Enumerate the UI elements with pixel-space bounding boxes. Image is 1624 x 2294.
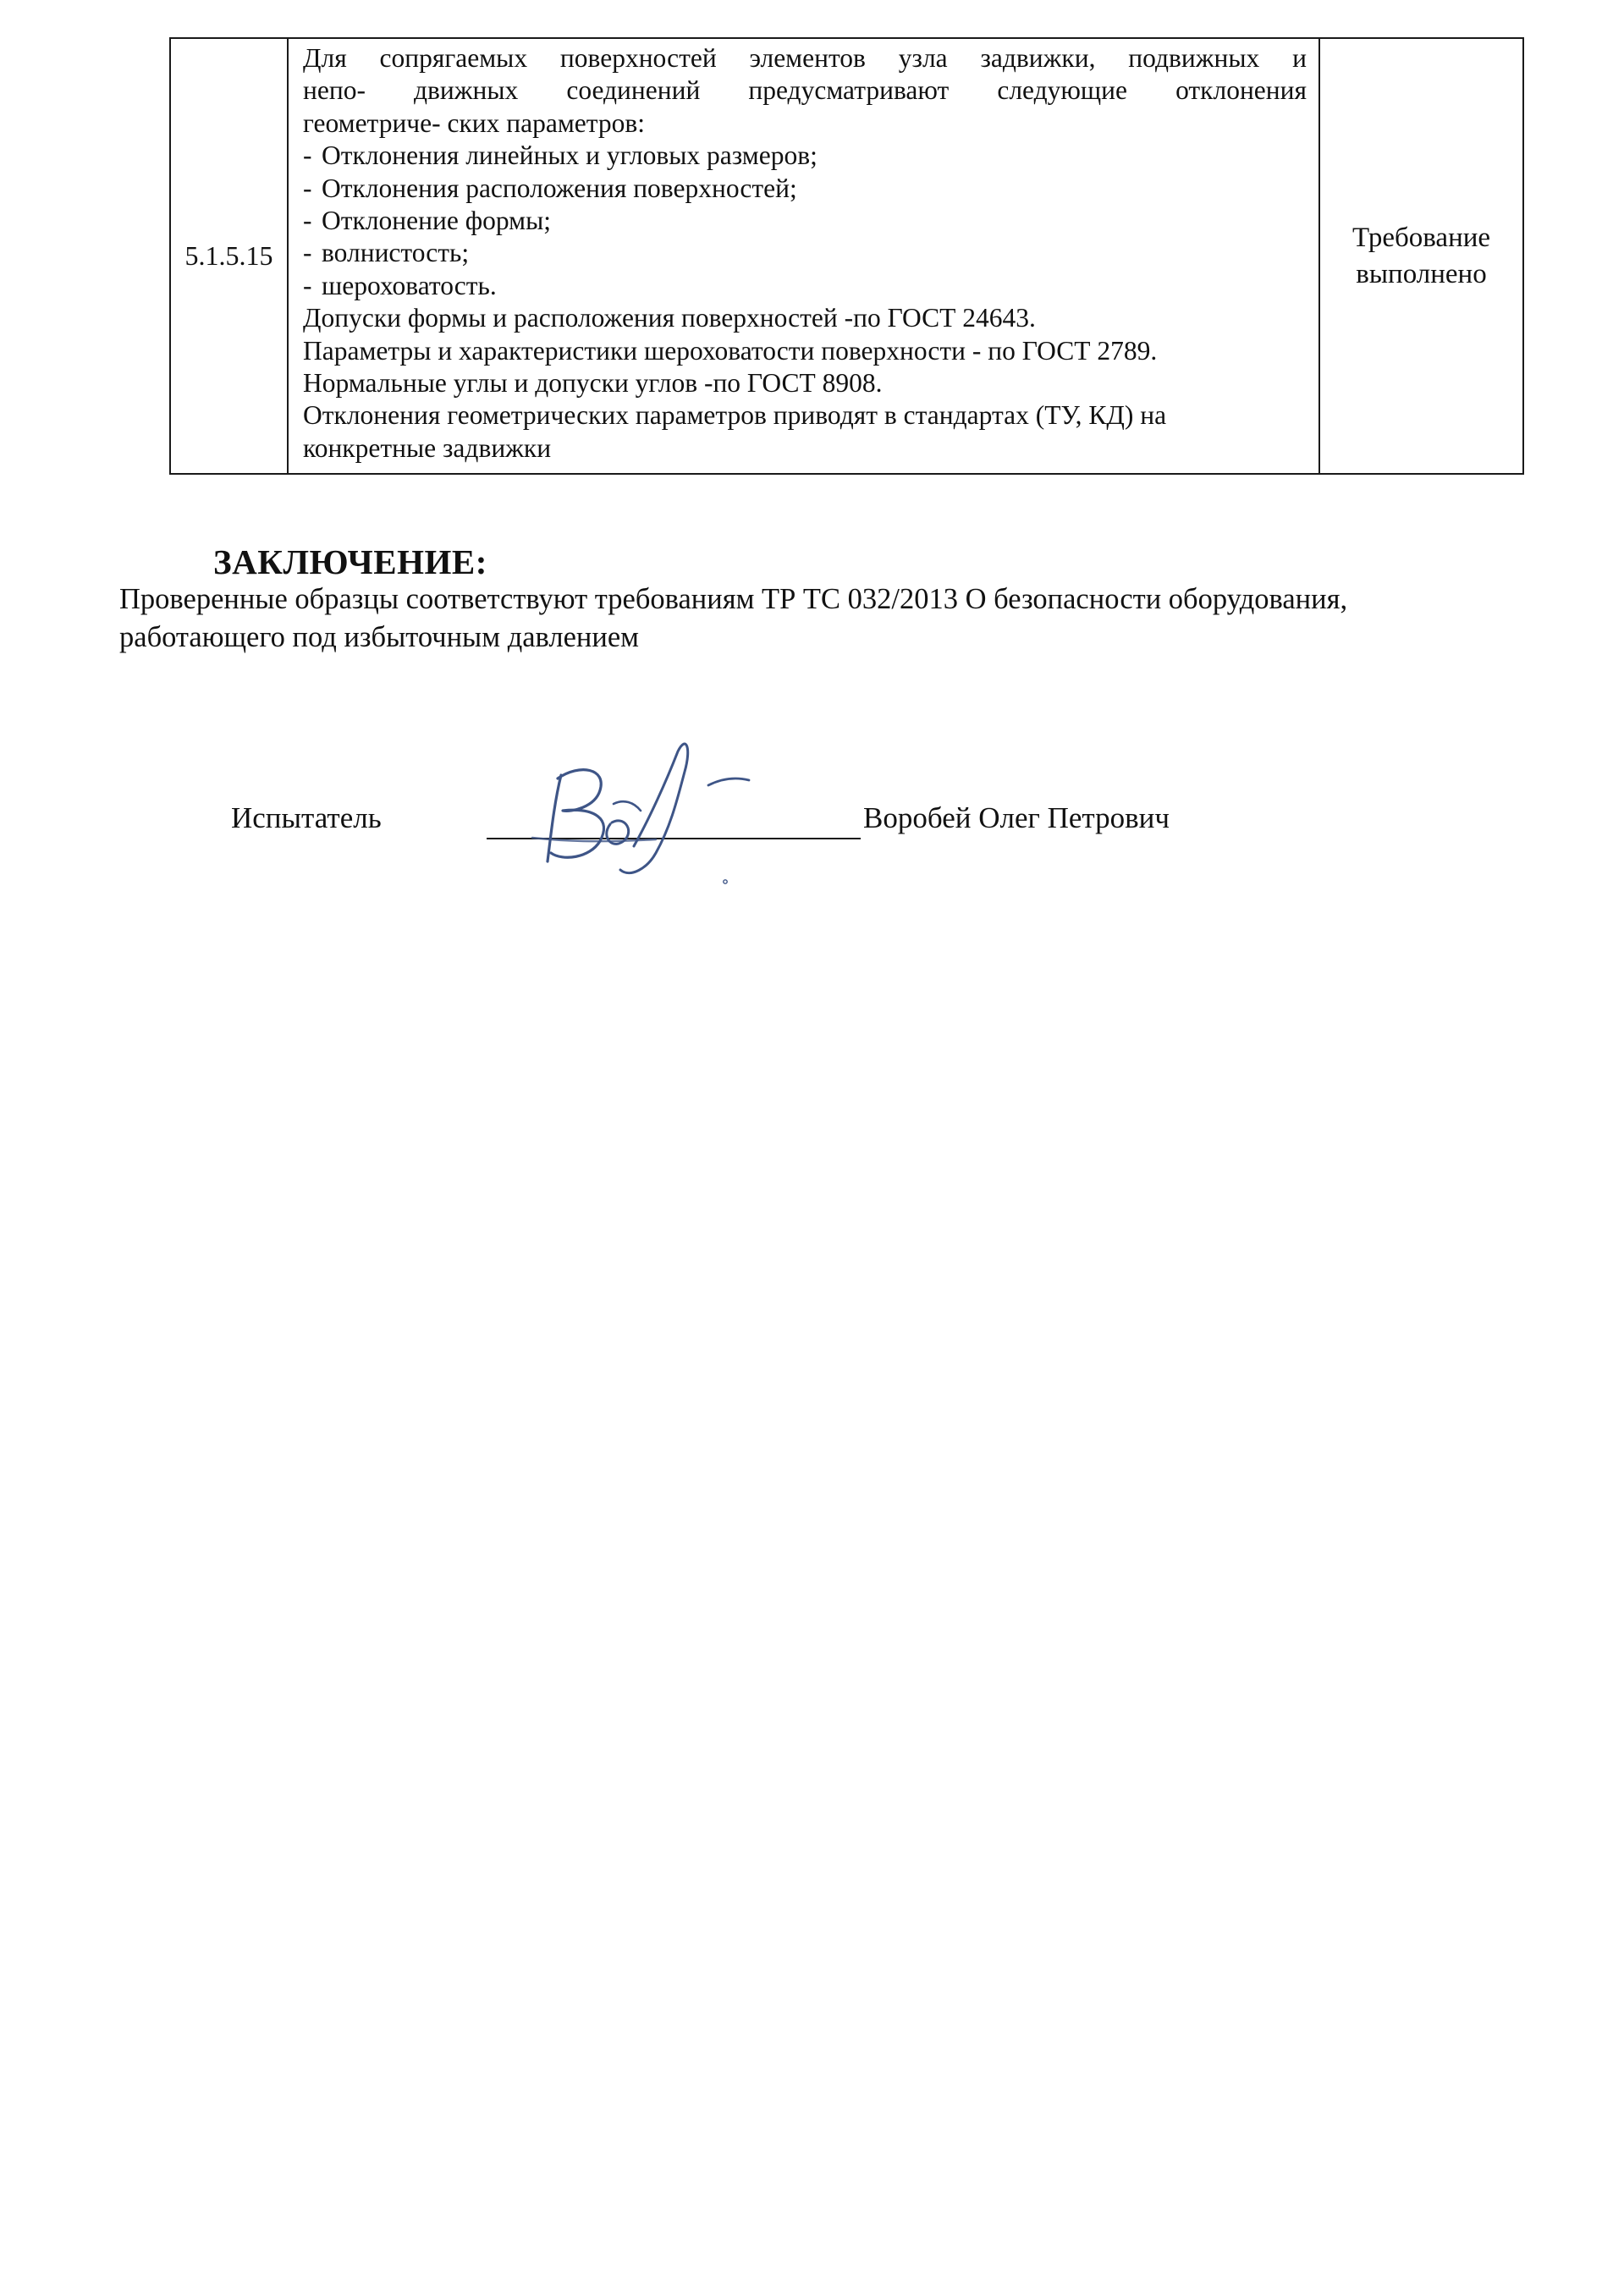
list-item	[303, 270, 1307, 302]
list-item	[303, 237, 1307, 269]
signer-name: Воробей Олег Петрович	[863, 801, 1170, 834]
list-item-text: Отклонения линейных и угловых размеров;	[322, 140, 818, 171]
description-line: геометриче- ских параметров:	[303, 107, 646, 138]
result-line: выполнено	[1356, 258, 1487, 289]
description-line: непо- движных соединений предусматривают следующие отклонения	[303, 75, 1307, 106]
list-item	[303, 140, 1307, 172]
standards-line: Нормальные углы и допуски углов -по ГОСТ 8908.	[303, 368, 883, 399]
standards-line: конкретные задвижки	[303, 432, 552, 463]
requirement-description	[288, 38, 1319, 474]
result-cell	[1319, 38, 1523, 474]
description-line: Для сопрягаемых поверхностей элементов узла задвижки, подвижных и	[303, 43, 1307, 73]
list-item-text: шероховатость.	[322, 270, 497, 300]
conclusion-line: Проверенные образцы соответствуют требованиям ТР ТС 032/2013 О безопасности оборудования,	[119, 583, 1348, 615]
handwritten-signature	[529, 734, 783, 895]
requirements-table	[169, 37, 1524, 475]
list-item-text: Отклонения расположения поверхностей;	[322, 173, 797, 203]
standards-line: Допуски формы и расположения поверхностей -по ГОСТ 24643.	[303, 303, 1036, 333]
table-row	[170, 38, 1523, 474]
list-item-text: волнистость;	[322, 238, 470, 268]
standards-line: Отклонения геометрических параметров приводят в стандартах (ТУ, КД) на	[303, 400, 1167, 431]
list-item-text: Отклонение формы;	[322, 206, 551, 236]
list-item	[303, 205, 1307, 237]
conclusion-title: ЗАКЛЮЧЕНИЕ:	[213, 542, 487, 581]
signer-role-label: Испытатель	[231, 801, 382, 834]
standards-line: Параметры и характеристики шероховатости поверхности - по ГОСТ 2789.	[303, 335, 1158, 366]
list-item	[303, 173, 1307, 205]
clause-number: 5.1.5.15	[170, 38, 288, 474]
result-line: Требование	[1351, 222, 1491, 253]
bullet-mark: -	[303, 173, 312, 203]
conclusion-text	[119, 580, 1541, 657]
bullet-mark: -	[303, 270, 312, 300]
conclusion-line: работающего под избыточным давлением	[119, 621, 639, 653]
bullet-mark: -	[303, 206, 312, 236]
bullet-mark: -	[303, 238, 312, 268]
bullet-mark: -	[303, 140, 312, 171]
